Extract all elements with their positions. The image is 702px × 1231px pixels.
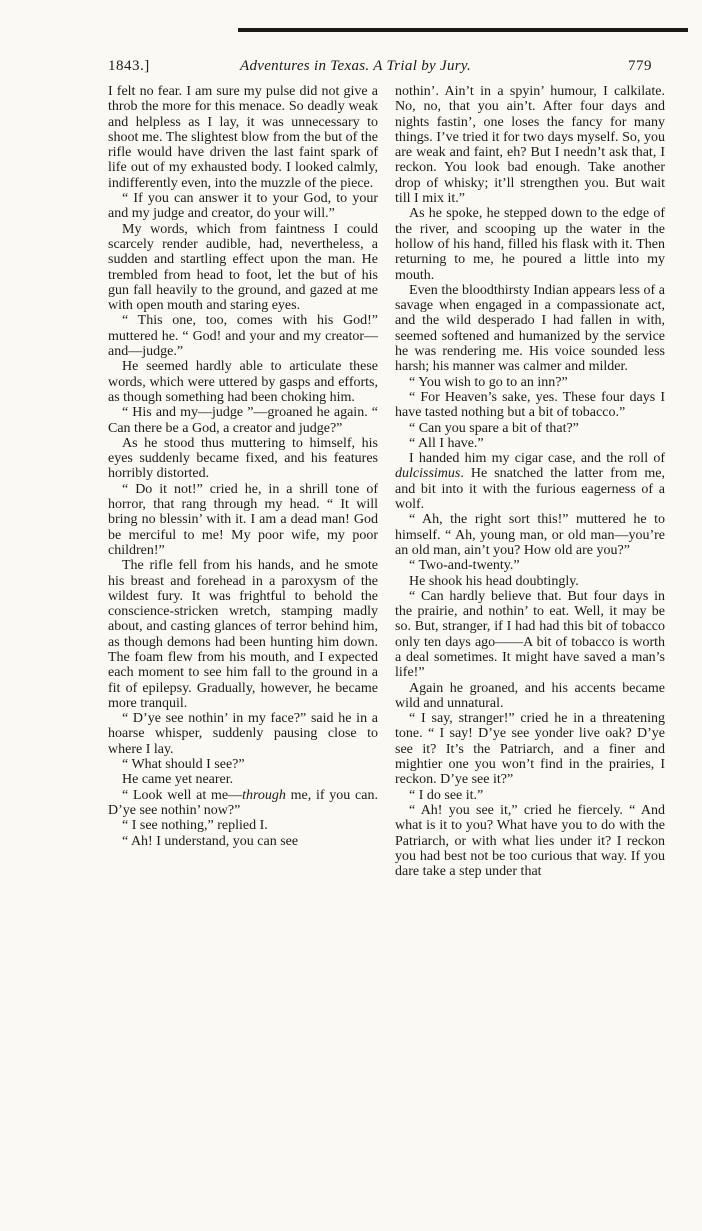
- paragraph: “ If you can answer it to your God, to your and my judge and creator, do your will.”: [108, 191, 378, 222]
- paragraph: “ I say, stranger!” cried he in a threatening tone. “ I say! D’ye see yonder live oak? D’ye see it? It’s the Patriarch, and a finer and mightier one you won’t find in the prairies, I reckon. D’ye see it?”: [395, 711, 665, 788]
- paragraph: My words, which from faintness I could scarcely render audible, had, nevertheless, a sudden and startling effect upon the man. He trembled from head to foot, let the but of his gun fall heavily to the ground, and gazed at me with open mouth and staring eyes.: [108, 221, 378, 314]
- paragraph: “ Ah, the right sort this!” muttered he to himself. “ Ah, young man, or old man—you’re an old man, ain’t you? How old are you?”: [395, 512, 665, 558]
- paragraph: He seemed hardly able to articulate these words, which were uttered by gasps and efforts, as though something had been choking him.: [108, 359, 378, 405]
- paragraph: As he spoke, he stepped down to the edge of the river, and scooping up the water in the hollow of his hand, filled his flask with it. Then returning to me, he poured a little into my mouth.: [395, 206, 665, 283]
- paragraph: I felt no fear. I am sure my pulse did not give a throb the more for this menace. So deadly weak and helpless as I lay, it was unnecessary to shoot me. The slightest blow from the but of the rifle would have driven the last faint spark of life out of my exhausted body. I looked calmly, indifferently even, into the muzzle of the piece.: [108, 84, 378, 191]
- header-year: 1843.]: [108, 58, 150, 74]
- paragraph: “ Ah! I understand, you can see: [122, 833, 299, 849]
- right-column: [395, 84, 665, 879]
- paragraph: “ Can hardly believe that. But four days in the prairie, and nothin’ to eat. Well, it may be so. But, stranger, if I had had this bit of tobacco only ten days ago——A bit of tobacco is worth a deal sometimes. It might have saved a man’s life!”: [395, 588, 665, 681]
- paragraph: “ D’ye see nothin’ in my face?” said he in a hoarse whisper, suddenly pausing close to where I lay.: [108, 711, 378, 757]
- paragraph: “ For Heaven’s sake, yes. These four days I have tasted nothing but a bit of tobacco.”: [395, 389, 665, 421]
- paragraph: “ Look well at me—through me, if you can. D’ye see nothin’ now?”: [108, 787, 378, 818]
- paragraph: “ I do see it.”: [409, 787, 484, 803]
- continued-paragraph: nothin’. Ain’t in a spyin’ humour, I calkilate. No, no, that you ain’t. After four days and nights fastin’, one loses the fancy for many things. I’ve tried it for two days myself. So, you are weak and faint, eh? But I needn’t ask that, I reckon. You look bad enough. Take another drop of whisky; it’ll strengthen you. But wait till I mix it.”: [395, 84, 665, 207]
- paragraph: “ Can you spare a bit of that?”: [409, 420, 579, 436]
- paragraph: As he stood thus muttering to himself, his eyes suddenly became fixed, and his features horribly distorted.: [108, 435, 378, 482]
- page-number: 779: [628, 58, 652, 74]
- paragraph: I handed him my cigar case, and the roll of dulcissimus. He snatched the latter from me, and bit into it with the furious eagerness of a wolf.: [395, 451, 665, 513]
- paragraph: “ His and my—judge ”—groaned he again. “ Can there be a God, a creator and judge?”: [108, 405, 378, 436]
- paragraph: “ Do it not!” cried he, in a shrill tone of horror, that rang through my head. “ It will bring no blessin’ with it. I am a dead man! God be merciful to me! My poor wife, my poor children!”: [108, 481, 378, 558]
- paragraph: “ Two-and-twenty.”: [409, 558, 520, 574]
- paragraph: “ You wish to go to an inn?”: [409, 374, 568, 390]
- paragraph: “ I see nothing,” replied I.: [122, 818, 268, 834]
- paragraph: “ All I have.”: [409, 435, 484, 451]
- paragraph: Again he groaned, and his accents became wild and unnatural.: [395, 680, 665, 711]
- running-title: Adventures in Texas. A Trial by Jury.: [240, 58, 472, 74]
- paragraph: The rifle fell from his hands, and he smote his breast and forehead in a paroxysm of the wildest fury. It was frightful to behold the conscience-stricken wretch, stamping madly about, and casting glances of terror behind him, as though demons had been hunting him down. The foam flew from his mouth, and I expected each moment to see him fall to the ground in a fit of epilepsy. Gradually, however, he became more tranquil.: [108, 558, 378, 711]
- paragraph: “ What should I see?”: [122, 757, 245, 773]
- left-column: [108, 84, 378, 849]
- paragraph: He came yet nearer.: [122, 772, 234, 788]
- header-rule: [238, 28, 688, 32]
- paragraph: “ Ah! you see it,” cried he fiercely. “ And what is it to you? What have you to do with the Patriarch, or with what lies under it? I reckon you had best not be too curious that way. If you dare take a step under that: [395, 802, 665, 880]
- paragraph: He shook his head doubtingly.: [409, 573, 579, 589]
- paragraph: Even the bloodthirsty Indian appears less of a savage when engaged in a compassionate act, and the wild desperado I had fallen in with, seemed softened and humanized by the service he was rendering me. His voice sounded less harsh; his manner was calmer and milder.: [395, 282, 665, 375]
- paragraph: “ This one, too, comes with his God!” muttered he. “ God! and your and my creator—and—judge.”: [108, 313, 378, 360]
